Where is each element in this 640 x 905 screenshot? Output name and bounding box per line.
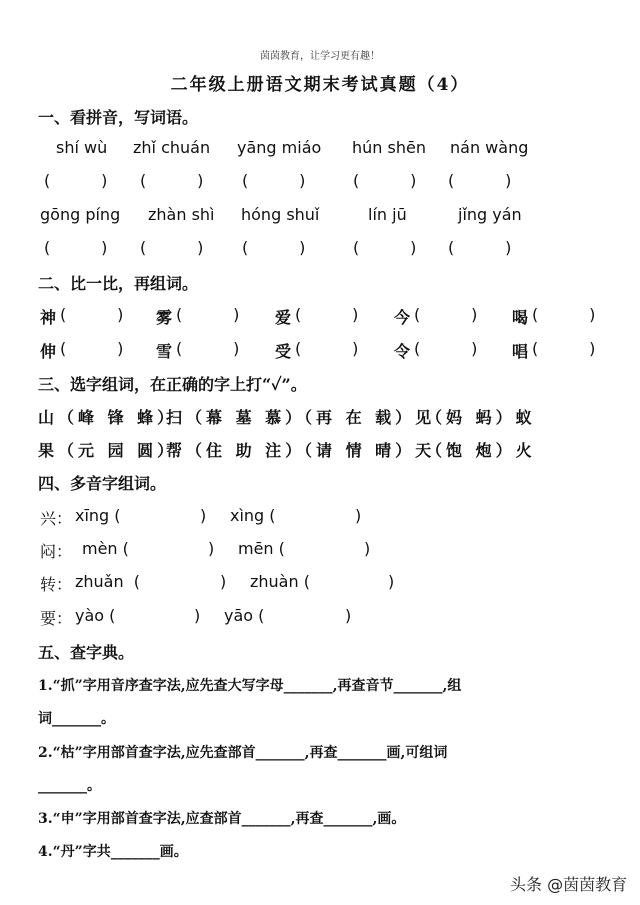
section-3-heading: 三、选字组词，在正确的字上打“✓”。 xyxy=(38,375,307,394)
polyphone-reading: yào ( xyxy=(75,606,116,625)
compare-char: 今 xyxy=(394,308,411,327)
pinyin-2-5: jǐng yán xyxy=(458,205,522,224)
compare-char: 雾 xyxy=(156,308,173,327)
answer-blank[interactable]: ( ) xyxy=(140,238,204,257)
answer-blank[interactable]: ( ) xyxy=(140,171,204,190)
answer-blank[interactable]: ( ) xyxy=(242,171,306,190)
answer-blank[interactable]: ) xyxy=(220,572,227,591)
dictionary-question-1-cont: 词_______。 xyxy=(38,711,115,727)
choice-group[interactable]: （再 在 载）见 xyxy=(296,408,436,427)
answer-blank[interactable]: ( ) xyxy=(353,171,417,190)
polyphone-reading: zhuàn ( xyxy=(250,572,310,591)
choice-group[interactable]: 扫（幕 墓 慕） xyxy=(166,408,306,427)
answer-blank[interactable]: ) xyxy=(345,606,352,625)
dictionary-question-2: 2.“枯”字用部首查字法,应先查部首_______,再查_______画,可组词 xyxy=(38,745,448,761)
answer-blank[interactable]: ( ) xyxy=(414,339,478,358)
dictionary-question-1: 1.“抓”字用音序查字法,应先查大写字母_______,再查音节_______,组 xyxy=(38,678,462,694)
polyphone-char: 转： xyxy=(40,575,73,594)
answer-blank[interactable]: ( ) xyxy=(448,238,512,257)
pinyin-1-1: shí wù xyxy=(56,138,108,157)
answer-blank[interactable]: ( ) xyxy=(176,339,240,358)
pinyin-2-2: zhàn shì xyxy=(148,205,215,224)
answer-blank[interactable]: ( ) xyxy=(353,238,417,257)
section-1-heading: 一、看拼音，写词语。 xyxy=(38,108,199,127)
compare-char: 伸 xyxy=(40,342,57,361)
answer-blank[interactable]: ( ) xyxy=(295,305,359,324)
polyphone-char: 闷： xyxy=(40,542,73,561)
compare-char: 爱 xyxy=(275,308,292,327)
section-4-heading: 四、多音字组词。 xyxy=(38,474,167,493)
dictionary-question-3: 3.“申”字用部首查字法,应查部首_______,再查_______,画。 xyxy=(38,811,406,827)
polyphone-reading: zhuǎn ( xyxy=(75,572,141,591)
answer-blank[interactable]: ) xyxy=(355,506,362,525)
pinyin-1-2: zhǐ chuán xyxy=(133,138,211,157)
answer-blank[interactable]: ( ) xyxy=(176,305,240,324)
answer-blank[interactable]: ) xyxy=(388,572,395,591)
answer-blank[interactable]: ( ) xyxy=(448,171,512,190)
page-title: 二年级上册语文期末考试真题（4） xyxy=(170,75,470,95)
answer-blank[interactable]: ( ) xyxy=(414,305,478,324)
answer-blank[interactable]: ( ) xyxy=(44,171,108,190)
polyphone-reading: mēn ( xyxy=(238,539,285,558)
compare-char: 喝 xyxy=(512,308,529,327)
polyphone-char: 要： xyxy=(40,609,73,628)
answer-blank[interactable]: ( ) xyxy=(60,305,124,324)
answer-blank[interactable]: ) xyxy=(200,506,207,525)
compare-char: 唱 xyxy=(512,342,529,361)
choice-group[interactable]: 果（元 园 圆） xyxy=(38,441,178,460)
answer-blank[interactable]: ( ) xyxy=(532,339,596,358)
choice-group[interactable]: 山（峰 锋 蜂） xyxy=(38,408,178,427)
section-5-heading: 五、查字典。 xyxy=(38,643,135,662)
pinyin-2-4: lín jū xyxy=(368,205,407,224)
answer-blank[interactable]: ( ) xyxy=(242,238,306,257)
polyphone-reading: xīng ( xyxy=(75,506,121,525)
polyphone-char: 兴： xyxy=(40,509,73,528)
page-header: 茵茵教育，让学习更有趣！ xyxy=(260,51,380,62)
section-2-heading: 二、比一比，再组词。 xyxy=(38,274,199,293)
answer-blank[interactable]: ( ) xyxy=(60,339,124,358)
pinyin-1-3: yāng miáo xyxy=(237,138,322,157)
choice-group[interactable]: （妈 蚂）蚁 xyxy=(426,408,536,427)
pinyin-1-4: hún shēn xyxy=(352,138,426,157)
answer-blank[interactable]: ( ) xyxy=(44,238,108,257)
compare-char: 受 xyxy=(275,342,292,361)
pinyin-2-3: hóng shuǐ xyxy=(241,205,320,224)
compare-char: 令 xyxy=(394,342,411,361)
answer-blank[interactable]: ) xyxy=(208,539,215,558)
compare-char: 神 xyxy=(40,308,57,327)
pinyin-1-5: nán wàng xyxy=(450,138,529,157)
polyphone-reading: xìng ( xyxy=(230,506,276,525)
compare-char: 雪 xyxy=(156,342,173,361)
answer-blank[interactable]: ) xyxy=(194,606,201,625)
answer-blank[interactable]: ( ) xyxy=(532,305,596,324)
answer-blank[interactable]: ) xyxy=(364,539,371,558)
dictionary-question-2-cont: _______。 xyxy=(38,778,101,794)
watermark: 头条 @茵茵教育 xyxy=(510,875,628,894)
polyphone-reading: yāo ( xyxy=(224,606,265,625)
answer-blank[interactable]: ( ) xyxy=(295,339,359,358)
pinyin-2-1: gōng píng xyxy=(40,205,121,224)
choice-group[interactable]: 帮（住 助 注） xyxy=(166,441,306,460)
choice-group[interactable]: （请 情 晴）天 xyxy=(296,441,436,460)
choice-group[interactable]: （饱 炮）火 xyxy=(426,441,536,460)
polyphone-reading: mèn ( xyxy=(82,539,129,558)
dictionary-question-4: 4.“丹”字共_______画。 xyxy=(38,844,188,860)
